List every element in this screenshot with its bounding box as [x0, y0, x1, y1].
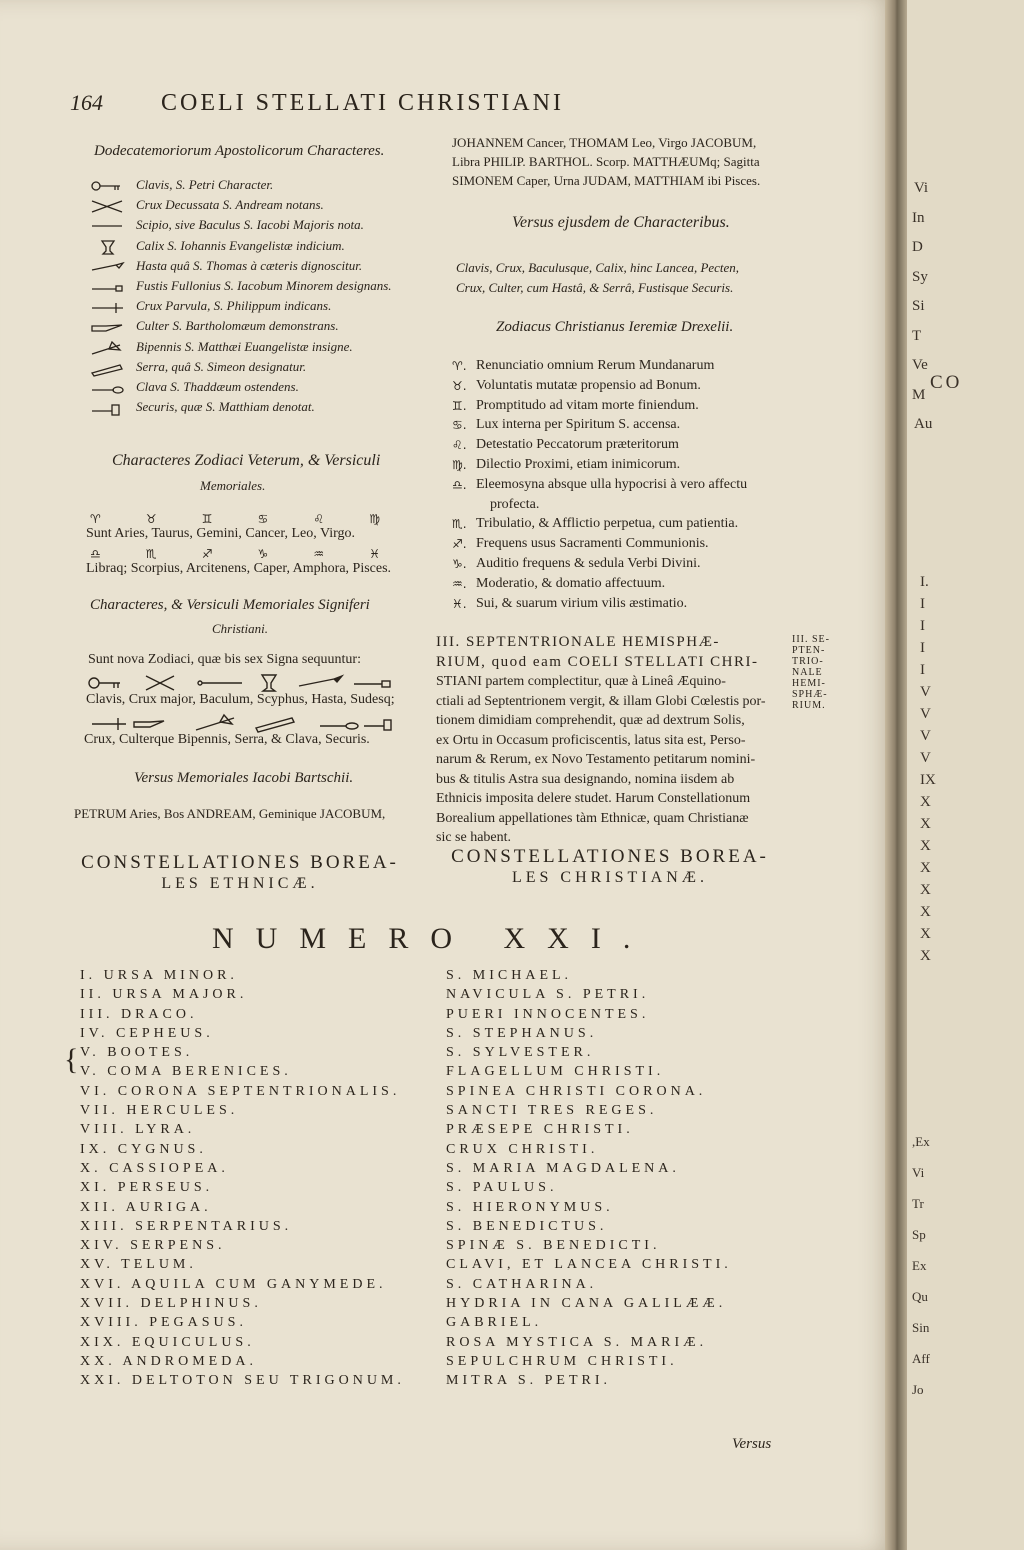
ethnic-constellation: XVII. DELPHINUS. [80, 1296, 262, 1312]
double-axe-icon [90, 341, 126, 357]
drexel-entry-text: Promptitudo ad vitam morte finiendum. [476, 397, 699, 413]
ethnic-constellation: IV. CEPHEUS. [80, 1025, 214, 1041]
hemisphaerium-line: ex Ortu in Occasum proficiscentis, latus sita est, Perso- [436, 732, 746, 748]
apostle-character-text: Hasta quâ S. Thomas à cæteris dignoscitur. [136, 257, 363, 273]
facing-page-text: In [912, 209, 925, 226]
ethnic-constellation: XVI. AQUILA CUM GANYMEDE. [80, 1276, 387, 1292]
christian-constellation: HYDRIA IN CANA GALILÆÆ. [446, 1296, 727, 1312]
ethnic-constellations-list [80, 966, 405, 1391]
christian-zodiac-icons-row-2 [84, 712, 394, 734]
facing-page-text: M [912, 386, 926, 403]
ethnic-constellation: XX. ANDROMEDA. [80, 1353, 257, 1369]
drexel-entry-text: Dilectio Proximi, etiam inimicorum. [476, 457, 681, 472]
ethnic-heading [60, 852, 420, 894]
hemisphaerium-line: Ethnicis imposita delere studet. Harum Constellationum [436, 791, 751, 806]
hemisphaerium-line: Borealium appellationes tàm Ethnicæ, quam Christianæ [436, 810, 749, 826]
christian-constellation: SEPULCHRUM CHRISTI. [446, 1353, 678, 1369]
ethnic-constellation: XIX. EQUICULUS. [80, 1334, 255, 1350]
zodiac-sign-symbol: ♎. [452, 477, 467, 492]
zodiac-sign-symbol: ♓. [452, 596, 467, 611]
facing-page-text: V [920, 706, 931, 722]
christian-constellation: S. BENEDICTUS. [446, 1218, 608, 1234]
facing-page-heading: CO [930, 372, 963, 393]
zodiac-sign-symbol: ♉ [145, 512, 157, 526]
facing-page-text: Jo [912, 1382, 924, 1397]
christian-constellation: FLAGELLUM CHRISTI. [446, 1064, 665, 1080]
apostle-character-text: Culter S. Bartholomæum demonstrans. [136, 318, 339, 334]
ethnic-constellation: XIV. SERPENS. [80, 1238, 226, 1254]
ethnic-heading-line-2: LES ETHNICÆ. [161, 875, 319, 892]
christian-constellation: GABRIEL. [446, 1315, 543, 1331]
margin-note-line: TRIO- [792, 656, 824, 667]
zodiac-symbols-row-2 [90, 547, 380, 561]
club-icon [320, 723, 358, 729]
saw-icon [90, 361, 126, 377]
knife-icon [90, 320, 126, 336]
zodiac-line-1: Sunt Aries, Taurus, Gemini, Cancer, Leo, Virgo. [86, 526, 356, 541]
facing-page-text: Sin [912, 1320, 930, 1335]
margin-note-line: RIUM. [792, 700, 826, 711]
fullers-club-icon [90, 280, 126, 296]
christian-constellation: S. MICHAEL. [446, 968, 573, 983]
facing-page-text: X [920, 926, 931, 942]
christian-constellation: SPINÆ S. BENEDICTI. [446, 1238, 661, 1254]
christian-constellation: CLAVI, ET LANCEA CHRISTI. [446, 1257, 732, 1273]
apostle-character-text: Scipio, sive Baculus S. Iacobi Majoris nota. [136, 217, 364, 233]
running-title: COELI STELLATI CHRISTIANI [161, 90, 564, 116]
zodiac-sign-symbol: ♏. [452, 517, 467, 532]
key-icon [90, 179, 126, 195]
facing-page-text: X [920, 816, 931, 832]
saltire-cross-icon [146, 676, 174, 690]
apostle-character-text: Clava S. Thaddæum ostendens. [136, 379, 299, 394]
staff-icon [198, 681, 242, 685]
verse-line: SIMONEM Caper, Urna JUDAM, MATTHIAM ibi Pisces. [452, 173, 761, 188]
apostles-title: Dodecatemoriorum Apostolicorum Characteres. [94, 143, 385, 159]
book-gutter [885, 0, 907, 1550]
christian-constellation: PRÆSEPE CHRISTI. [446, 1122, 634, 1138]
apostle-character-text: Bipennis S. Matthæi Euangelistæ insigne. [136, 338, 353, 354]
brace-mark: { [64, 1043, 79, 1076]
christian-heading-line-2: LES CHRISTIANÆ. [511, 869, 708, 886]
hemisphaerium-line: STIANI partem complectitur, quæ à Lineâ Æquino- [436, 674, 726, 689]
ethnic-constellation: XI. PERSEUS. [80, 1180, 214, 1196]
hemisphaerium-line: RIUM, quod eam COELI STELLATI CHRI- [436, 653, 759, 670]
saw-icon [256, 718, 294, 732]
fullers-club-icon [354, 681, 390, 687]
margin-note [792, 634, 830, 711]
zodiac-sign-symbol: ♍ [369, 512, 380, 526]
facing-page-text: Sp [912, 1227, 926, 1242]
facing-page-text: V [920, 728, 931, 744]
christian-constellation: SANCTI TRES REGES. [446, 1103, 658, 1119]
bartschii-title: Versus Memoriales Iacobi Bartschii. [134, 770, 354, 786]
ethnic-constellation: II. URSA MAJOR. [80, 987, 248, 1003]
facing-page-fragment [907, 0, 1024, 1550]
drexel-entry-text: Moderatio, & domatio affectuum. [476, 575, 666, 591]
facing-page-text: T [912, 327, 922, 344]
christian-constellation: S. SYLVESTER. [446, 1045, 595, 1061]
christian-constellation: S. MARIA MAGDALENA. [446, 1160, 680, 1176]
hemisphaerium-line: bus & titulis Astra sua designando, nomina iisdem ab [436, 771, 735, 787]
christian-constellation: MITRA S. PETRI. [446, 1373, 612, 1389]
drexel-entry-text: Detestatio Peccatorum præteritorum [476, 437, 679, 453]
margin-note-line: NALE [792, 667, 823, 678]
facing-page-text: X [920, 838, 931, 854]
double-axe-icon [196, 715, 234, 730]
facing-page-text: V [920, 750, 931, 766]
signiferi-subtitle: Christiani. [212, 621, 268, 636]
facing-page-text: X [920, 904, 931, 920]
facing-page-text: Au [914, 416, 933, 432]
ethnic-constellation: XIII. SERPENTARIUS. [80, 1218, 293, 1234]
zodiac-sign-symbol: ♎ [90, 547, 101, 561]
apostle-character-text: Serra, quâ S. Simeon designatur. [136, 358, 307, 374]
christian-zodiac-icons-row-1 [84, 672, 394, 694]
margin-note-line: PTEN- [792, 645, 826, 656]
spear-icon [299, 676, 342, 686]
zodiac-sign-symbol: ♑. [452, 557, 467, 571]
veterum-title: Characteres Zodiaci Veterum, & Versiculi [112, 452, 381, 469]
margin-note-line: HEMI- [792, 678, 826, 689]
signiferi-line-2: Crux, Culterque Bipennis, Serra, & Clava, Securis. [84, 732, 370, 747]
verse-line: JOHANNEM Cancer, THOMAM Leo, Virgo JACOBUM, [452, 135, 757, 150]
zodiac-sign-symbol: ♐ [201, 547, 213, 561]
page-number: 164 [70, 90, 103, 115]
ethnic-constellation: VIII. LYRA. [80, 1122, 196, 1138]
facing-page-text: Qu [912, 1289, 928, 1304]
zodiac-sign-symbol: ♏ [145, 547, 157, 561]
christian-constellation: S. PAULUS. [446, 1180, 558, 1196]
zodiac-sign-symbol: ♒ [313, 547, 325, 561]
ethnic-constellation: I. URSA MINOR. [80, 968, 238, 983]
drexel-entry-text: Lux interna per Spiritum S. accensa. [476, 417, 681, 433]
drexel-entry-text: Sui, & suarum virium vilis æstimatio. [476, 595, 688, 611]
versus-title: Versus ejusdem de Characteribus. [512, 214, 730, 231]
facing-page-text: Ex [912, 1258, 927, 1273]
christian-constellation: PUERI INNOCENTES. [446, 1006, 650, 1022]
zodiac-sign-symbol: ♉. [452, 378, 467, 393]
facing-page-text: I [920, 640, 925, 656]
margin-note-line: SPHÆ- [792, 689, 828, 700]
facing-page-text: X [920, 860, 931, 876]
drexel-title: Zodiacus Christianus Ieremiæ Drexelii. [496, 319, 734, 335]
zodiac-symbols-row-1 [90, 512, 380, 526]
hemisphaerium-line: III. SEPTENTRIONALE HEMISPHÆ- [436, 634, 720, 650]
ethnic-constellation: XII. AURIGA. [80, 1199, 212, 1215]
facing-page-text: Vi [912, 1165, 925, 1180]
ethnic-constellation: XVIII. PEGASUS. [80, 1315, 247, 1331]
facing-page-text: V [920, 684, 931, 700]
hemisphaerium-paragraph [436, 633, 766, 848]
zodiac-sign-symbol: ♈. [452, 359, 467, 373]
club-icon [90, 381, 126, 397]
versus-line: Clavis, Crux, Baculusque, Calix, hinc Lancea, Pecten, [456, 260, 740, 275]
zodiac-sign-symbol: ♓ [369, 547, 380, 561]
catchword: Versus [732, 1436, 772, 1452]
drexel-entry-text: Renunciatio omnium Rerum Mundanarum [476, 358, 715, 373]
numero-title: NUMERO XXI. [212, 922, 653, 955]
hemisphaerium-line: sic se habent. [436, 830, 512, 845]
hemisphaerium-line: narum & Rerum, ex Novo Testamento petitarum nomini- [436, 752, 756, 767]
facing-page-text: Aff [912, 1351, 930, 1366]
ethnic-constellation: V. BOOTES. [80, 1045, 194, 1061]
staff-icon [90, 219, 126, 235]
facing-page-text: D [912, 239, 923, 255]
zodiac-sign-symbol: ♍. [452, 458, 467, 472]
drexel-entry-text: profecta. [490, 496, 540, 512]
spear-icon [90, 260, 126, 276]
christian-constellation: S. STEPHANUS. [446, 1025, 598, 1041]
christian-constellation: NAVICULA S. PETRI. [446, 987, 650, 1003]
chalice-icon [262, 675, 276, 691]
signiferi-intro: Sunt nova Zodiaci, quæ bis sex Signa sequuntur: [88, 652, 361, 667]
versus-line: Crux, Culter, cum Hastâ, & Serrâ, Fustisque Securis. [456, 280, 734, 295]
christian-constellation: CRUX CHRISTI. [446, 1141, 599, 1157]
ethnic-constellation: VII. HERCULES. [80, 1103, 239, 1119]
versus-lines [456, 258, 739, 298]
drexel-entry-text: Auditio frequens & sedula Verbi Divini. [476, 556, 701, 571]
ethnic-constellation: IX. CYGNUS. [80, 1141, 207, 1157]
facing-page-text: I. [920, 574, 929, 590]
ethnic-heading-line-1: CONSTELLATIONES BOREA- [81, 852, 399, 873]
ethnic-constellation: XV. TELUM. [80, 1257, 197, 1273]
apostle-character-text: Fustis Fullonius S. Iacobum Minorem designans. [136, 278, 392, 293]
christian-constellations-list [446, 966, 732, 1391]
facing-page-text: Si [912, 298, 925, 314]
apostle-character-text: Crux Decussata S. Andream notans. [136, 197, 324, 213]
zodiac-sign-symbol: ♒. [452, 576, 467, 591]
drexel-entry-text: Frequens usus Sacramenti Communionis. [476, 536, 709, 552]
drexel-entry-text: Eleemosyna absque ulla hypocrisi à vero affectu [476, 476, 748, 492]
zodiac-sign-symbol: ♊. [452, 398, 467, 413]
zodiac-sign-symbol: ♑ [257, 547, 269, 561]
key-icon [89, 678, 120, 688]
christian-constellation: S. HIERONYMUS. [446, 1199, 614, 1215]
zodiac-sign-symbol: ♈ [90, 512, 101, 526]
axe-icon [90, 401, 126, 417]
apostle-character-text: Clavis, S. Petri Character. [136, 177, 274, 192]
hemisphaerium-line: tionem dimidiam comprehendit, quæ ad dextrum Solis, [436, 713, 745, 728]
facing-page-text: I [920, 662, 925, 678]
signiferi-line-1: Clavis, Crux major, Baculum, Scyphus, Hasta, Sudesq; [86, 692, 395, 707]
facing-page-text: Vi [914, 180, 929, 196]
zodiac-sign-symbol: ♌ [313, 512, 325, 526]
axe-icon [364, 720, 391, 730]
facing-page-text: ,Ex [912, 1134, 930, 1149]
chalice-icon [90, 240, 126, 256]
christian-heading [425, 846, 795, 888]
apostle-character-text: Crux Parvula, S. Philippum indicans. [136, 298, 332, 314]
signiferi-title: Characteres, & Versiculi Memoriales Signiferi [90, 597, 370, 613]
christian-constellation: ROSA MYSTICA S. MARIÆ. [446, 1334, 708, 1350]
drexel-entry-text: Voluntatis mutatæ propensio ad Bonum. [476, 377, 701, 393]
margin-note-line: III. SE- [792, 634, 830, 645]
apostle-character-text: Calix S. Iohannis Evangelistæ indicium. [136, 237, 345, 253]
zodiac-sign-symbol: ♊ [201, 512, 213, 526]
christian-constellation: SPINEA CHRISTI CORONA. [446, 1083, 707, 1099]
facing-page-text: I [920, 618, 925, 634]
saltire-cross-icon [90, 199, 126, 215]
running-header [70, 90, 670, 117]
zodiac-sign-symbol: ♌. [452, 438, 467, 453]
small-cross-icon [92, 718, 126, 730]
bartschii-line: PETRUM Aries, Bos ANDREAM, Geminique JACOBUM, [74, 806, 386, 821]
facing-page-text: Ve [912, 357, 928, 373]
zodiac-line-2: Libraq; Scorpius, Arcitenens, Caper, Amphora, Pisces. [86, 561, 392, 576]
knife-icon [134, 721, 164, 727]
christian-constellation: S. CATHARINA. [446, 1276, 598, 1292]
small-cross-icon [90, 300, 126, 316]
facing-page-text: X [920, 882, 931, 898]
facing-page-text: I [920, 596, 925, 612]
zodiac-sign-symbol: ♋. [452, 418, 467, 433]
facing-page-text: IX [920, 772, 936, 788]
ethnic-constellation: VI. CORONA SEPTENTRIONALIS. [80, 1083, 401, 1099]
hemisphaerium-line: ctiali ad Septentrionem vergit, & illam Globi Cœlestis por- [436, 693, 766, 709]
ethnic-constellation: III. DRACO. [80, 1006, 198, 1022]
drexel-entry-text: Tribulatio, & Afflictio perpetua, cum patientia. [476, 516, 739, 532]
verse-lines [452, 133, 760, 190]
ethnic-constellation: XXI. DELTOTON SEU TRIGONUM. [80, 1373, 405, 1389]
zodiac-sign-symbol: ♋ [257, 512, 269, 526]
apostle-character-text: Securis, quæ S. Matthiam denotat. [136, 399, 315, 415]
ethnic-constellation: X. CASSIOPEA. [80, 1160, 229, 1176]
facing-page-text: Sy [912, 268, 928, 285]
facing-page-text: X [920, 948, 931, 964]
veterum-subtitle: Memoriales. [200, 478, 266, 493]
zodiac-sign-symbol: ♐. [452, 537, 467, 552]
christian-heading-line-1: CONSTELLATIONES BOREA- [451, 846, 769, 867]
facing-page-text: Tr [912, 1196, 924, 1211]
verse-line: Libra PHILIP. BARTHOL. Scorp. MATTHÆUMq; Sagitta [452, 154, 760, 169]
ethnic-constellation: V. COMA BERENICES. [80, 1064, 292, 1080]
facing-page-text: X [920, 794, 931, 810]
